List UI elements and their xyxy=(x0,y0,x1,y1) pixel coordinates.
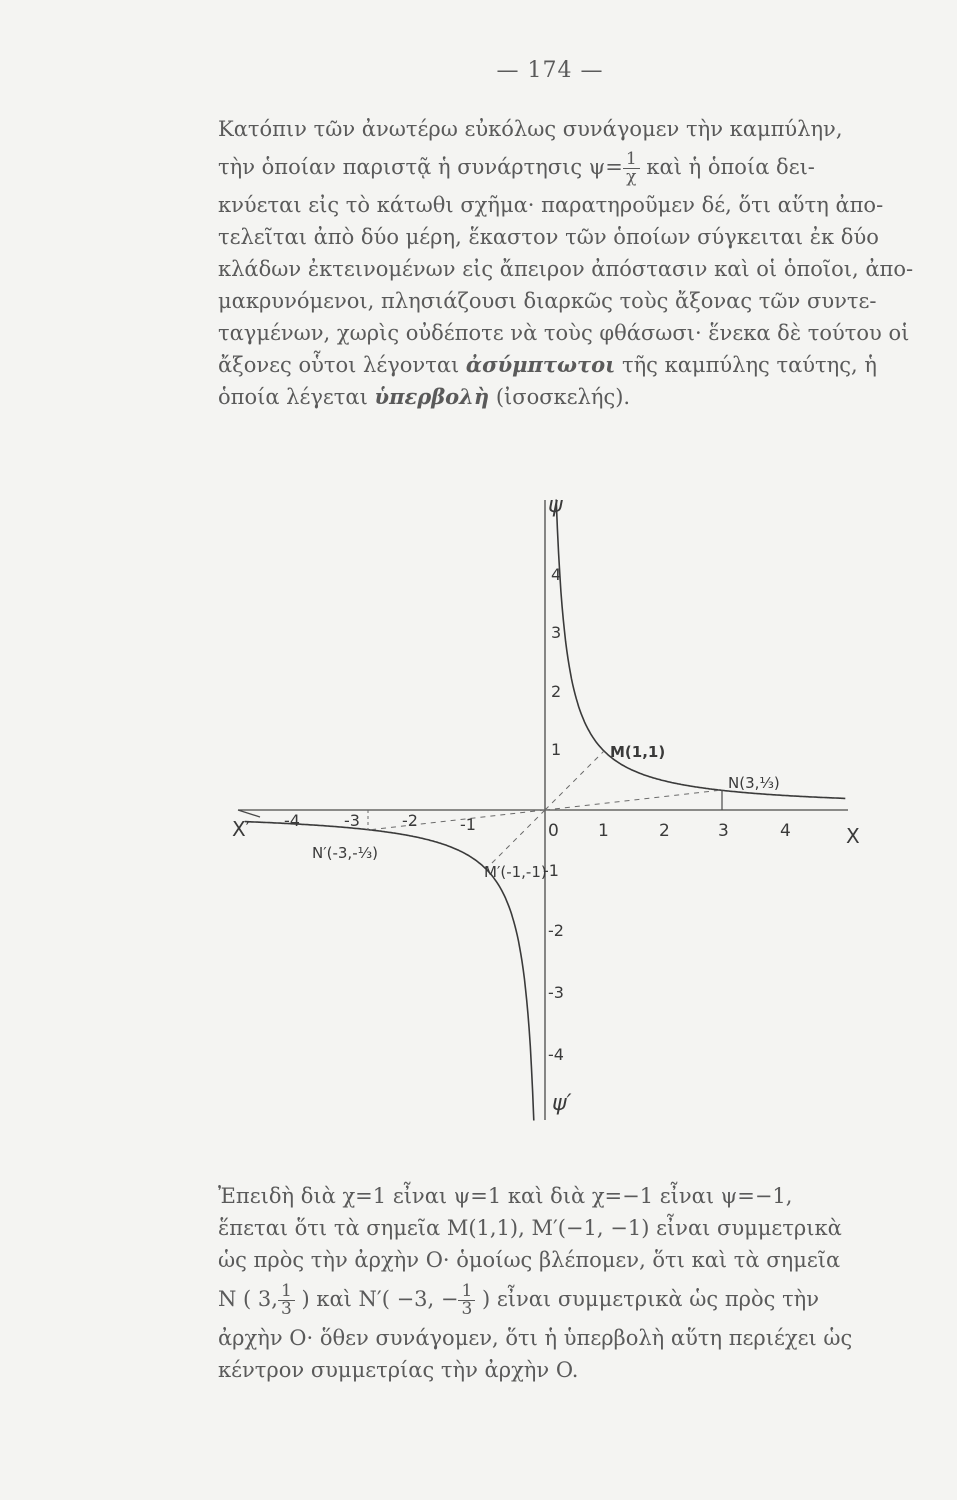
fraction xyxy=(278,1283,295,1318)
y-axis-negative-label: ψ′ xyxy=(552,1091,572,1116)
text-line xyxy=(218,145,922,189)
text-fragment: τῆς καμπύλης ταύτης, ἡ xyxy=(615,353,877,377)
x-axis-arrow xyxy=(238,810,260,817)
paragraph-intro xyxy=(218,113,922,413)
hyperbola-figure xyxy=(0,480,957,1140)
point-N-label: N(3,⅓) xyxy=(728,774,780,792)
text-line: ὡς πρὸς τὴν ἀρχὴν O· ὁμοίως βλέπομεν, ὅτι καὶ τὰ σημεῖα xyxy=(218,1248,841,1272)
text-fragment: ὁποία λέγεται xyxy=(218,385,375,409)
guide-line-M xyxy=(545,751,604,810)
page-number: — 174 — xyxy=(496,58,604,83)
y-tick-label: -4 xyxy=(548,1045,564,1064)
text-line xyxy=(218,381,922,413)
x-axis-label: X xyxy=(846,824,860,848)
text-line: μακρυνόμενοι, πλησιάζουσι διαρκῶς τοὺς ἄξονας τῶν συντε- xyxy=(218,289,877,313)
fraction-denominator: 3 xyxy=(461,1299,473,1319)
paragraph-symmetry xyxy=(218,1180,922,1386)
x-tick-label: 3 xyxy=(718,821,729,841)
text-fragment: (ἰσοσκελής). xyxy=(489,385,631,409)
y-tick-label: 2 xyxy=(551,682,562,701)
fraction-numerator: 1 xyxy=(278,1283,295,1301)
text-line: κέντρον συμμετρίας τὴν ἀρχὴν O. xyxy=(218,1358,579,1382)
x-tick-label: -4 xyxy=(284,811,300,830)
y-tick-label: -1 xyxy=(543,861,559,880)
x-tick-label: -1 xyxy=(460,815,476,834)
point-N-prime-label: N′(-3,-⅓) xyxy=(312,844,379,862)
y-tick-label: 4 xyxy=(551,565,562,584)
text-fragment: ) καὶ N′( −3, − xyxy=(294,1287,459,1311)
text-fragment: ) εἶναι συμμετρικὰ ὡς πρὸς τὴν xyxy=(475,1287,820,1311)
fraction xyxy=(458,1283,475,1318)
y-axis-label: ψ xyxy=(548,493,563,518)
point-M-prime-label: M′(-1,-1) xyxy=(484,863,547,881)
y-tick-label: 1 xyxy=(551,740,562,759)
text-line: κλάδων ἐκτεινομένων εἰς ἄπειρον ἀπόστασιν καὶ οἱ ὁποῖοι, ἀπο- xyxy=(218,257,914,281)
hyperbola-branch-positive xyxy=(556,500,845,799)
text-line: ἀρχὴν O· ὅθεν συνάγομεν, ὅτι ἡ ὑπερβολὴ αὕτη περιέχει ὡς xyxy=(218,1326,853,1350)
y-tick-label: 3 xyxy=(551,623,562,642)
guide-line-M-prime xyxy=(486,810,545,869)
guide-line-N xyxy=(545,790,722,810)
term-hyperbola: ὑπερβολὴ xyxy=(374,384,490,409)
term-asymptotes: ἀσύμπτωτοι xyxy=(465,352,616,377)
fraction-denominator: χ xyxy=(626,167,637,187)
fraction xyxy=(623,151,640,186)
x-axis-negative-label: X′ xyxy=(232,817,251,841)
fraction-denominator: 3 xyxy=(280,1299,292,1319)
x-tick-label: 1 xyxy=(598,821,609,841)
x-tick-label: -3 xyxy=(344,811,360,830)
text-fragment: καὶ ἡ ὁποία δει- xyxy=(639,155,815,179)
y-tick-label: -3 xyxy=(548,983,564,1002)
text-line: ταγμένων, χωρὶς οὐδέποτε νὰ τοὺς φθάσωσι· ἕνεκα δὲ τούτου οἱ xyxy=(218,321,910,345)
text-line: ἕπεται ὅτι τὰ σημεῖα M(1,1), M′(−1, −1) εἶναι συμμετρικὰ xyxy=(218,1216,842,1240)
fraction-numerator: 1 xyxy=(458,1283,475,1301)
text-line: τελεῖται ἀπὸ δύο μέρη, ἕκαστον τῶν ὁποίων σύγκειται ἐκ δύο xyxy=(218,225,879,249)
x-tick-label: 4 xyxy=(780,821,791,841)
x-tick-label: 2 xyxy=(659,821,670,841)
text-line xyxy=(218,1276,922,1322)
x-tick-label: -2 xyxy=(402,811,418,830)
text-line: κνύεται εἰς τὸ κάτωθι σχῆμα· παρατηροῦμεν δέ, ὅτι αὕτη ἀπο- xyxy=(218,193,884,217)
y-tick-label: -2 xyxy=(548,921,564,940)
text-fragment: N ( 3, xyxy=(218,1287,278,1311)
text-line xyxy=(218,349,922,381)
text-line: Κατόπιν τῶν ἀνωτέρω εὐκόλως συνάγομεν τὴν καμπύλην, xyxy=(218,117,843,141)
text-line: Ἐπειδὴ διὰ χ=1 εἶναι ψ=1 καὶ διὰ χ=−1 εἶναι ψ=−1, xyxy=(218,1184,793,1208)
text-fragment: τὴν ὁποίαν παριστᾷ ἡ συνάρτησις ψ= xyxy=(218,155,623,179)
text-fragment: ἄξονες οὗτοι λέγονται xyxy=(218,353,466,377)
fraction-numerator: 1 xyxy=(623,151,640,169)
origin-label: 0 xyxy=(548,821,559,841)
guide-line-N-prime xyxy=(368,810,545,830)
point-M-label: M(1,1) xyxy=(610,743,666,761)
